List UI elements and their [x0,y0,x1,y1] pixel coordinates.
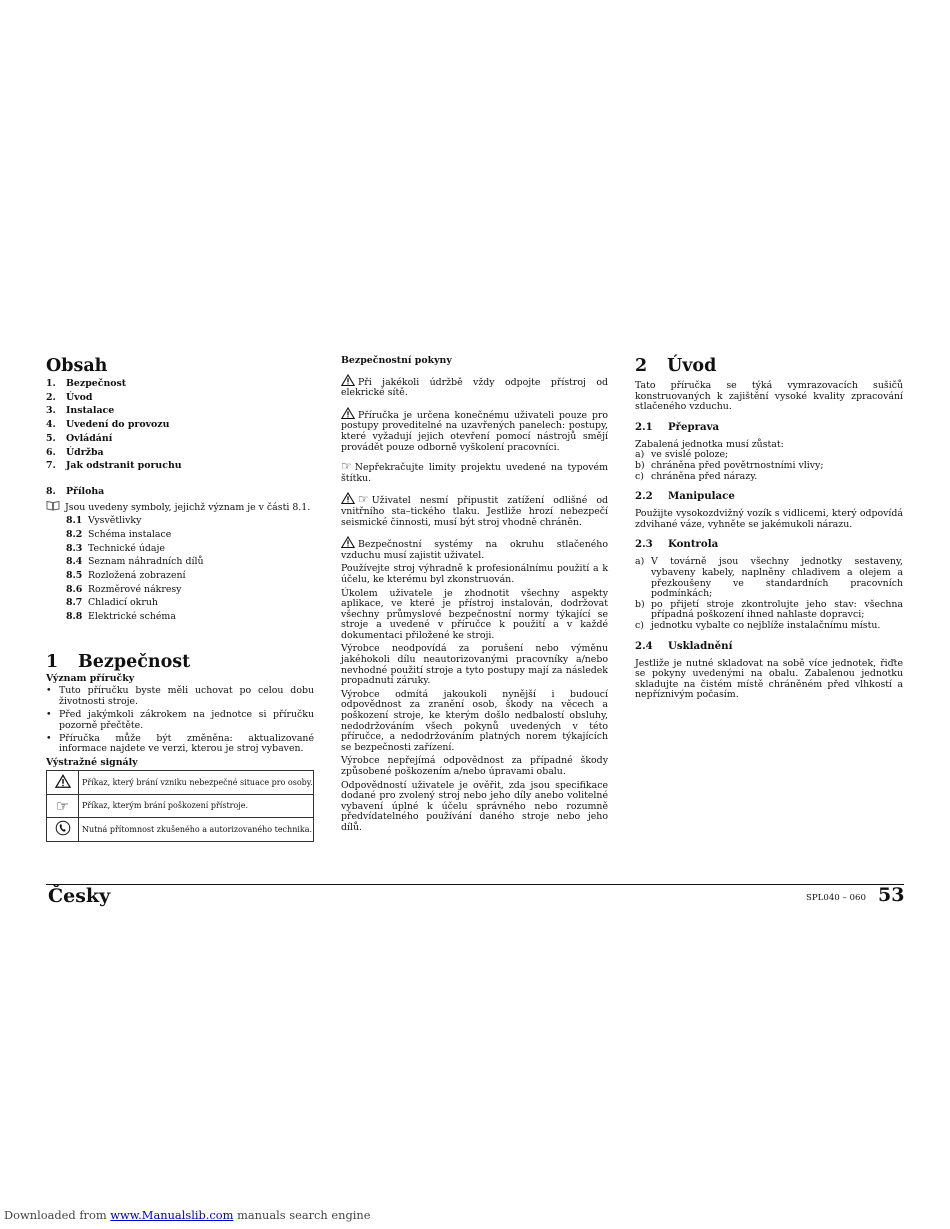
safety-paragraph: Při jakékoli údržbě vždy odpojte přístroj od elekrické sítě. [341,374,608,399]
footer-language: Česky [48,885,111,907]
list-item: a) ve svislé poloze; [635,449,729,461]
toc-sub-item[interactable]: 8.8 Elektrické schéma [66,611,176,623]
toc-item[interactable]: 2. Úvod [46,391,93,403]
pointing-hand-icon: ☞ [341,459,352,474]
toc-title: Obsah [46,356,108,376]
safety-paragraph: Používejte stroj výhradně k profesionálnímu použití a k účelu, ke kterému byl zkonstruován. [341,563,608,585]
safety-paragraph: ☞ Nepřekračujte limity projektu uvedené na typovém štítku. [341,459,608,484]
safety-paragraph: Výrobce neodpovídá za porušení nebo výměnu jakéhokoli dílu neautorizovanými pracovníky a/nebo nevhodné použití stroje a tyto postupy mají za následek propadnutí záruky. [341,643,608,687]
safety-paragraph: Výrobce odmítá jakoukoli nynější i budoucí odpovědnost za zranění osob, škody na věcech a poškození stroje, ke kterým došlo nedbalostí obsluhy, nedodržováním všech pokynů uvedených v této příručce, a nedodržováním platných norem týkajících se bezpečnosti zařízení. [341,688,608,753]
technician-phone-icon [55,820,71,836]
table-row [47,794,314,818]
safety-paragraph: Bezpečnostní systémy na okruhu stlačeného vzduchu musí zajistit uživatel. [341,536,608,561]
warning-triangle-icon [341,374,355,386]
section-2-3-heading: 2.3 Kontrola [635,538,719,551]
column-3 [635,356,903,701]
toc-item[interactable]: 6. Údržba [46,446,104,458]
table-row [47,818,314,842]
table-cell: Příkaz, který brání vzniku nebezpečné situace pro osoby. [79,771,314,795]
column-2 [341,356,608,834]
intro-paragraph: Tato příručka se týká vymrazovacích sušičů konstruovaných k zajištění vysoké kvality zpracování stlačeného vzduchu. [635,380,903,413]
inspection-list [635,557,903,631]
toc-sub-item[interactable]: 8.1 Vysvětlivky [66,515,142,527]
handling-text: Použijte vysokozdvižný vozík s vidlicemi, který odpovídá zdvihané váze, vyhněte se jakémukoli nárazu. [635,508,903,530]
list-item: b) po přijetí stroje zkontrolujte jeho stav: všechna případná poškození ihned nahlaste dopravci; [635,598,903,621]
warning-triangle-icon [341,492,355,504]
toc-sub-list [66,514,314,624]
footer-model-code: SPL040 – 060 [806,893,866,903]
safety-paragraph: Úkolem uživatele je zhodnotit všechny aspekty aplikace, ve které je přístroj instalován, dodržovat všechny průmyslové bezpečnostní normy týkající se stroje a uvedené v příručce k použití a v každé dokumentaci přiložené ke stroji. [341,587,608,641]
toc-sub-item[interactable]: 8.5 Rozložená zobrazení [66,570,186,582]
list-item: b) chráněna před povětrnostními vlivy; [635,459,824,471]
toc-item[interactable]: 1. Bezpečnost [46,378,127,389]
column-1 [46,356,314,842]
page-number: 53 [878,884,905,906]
table-row [47,771,314,795]
section-2-heading: 2 Úvod [635,356,717,376]
safety-paragraph: Výrobce nepřejímá odpovědnost za případné škody způsobené poškozením a/nebo úpravami obalu. [341,755,608,777]
pointing-hand-icon: ☞ [55,796,70,815]
warning-triangle-icon [341,536,355,548]
toc-list [46,377,314,499]
storage-text: Jestliže je nutné skladovat na sobě více jednotek, řiďte se pokyny uvedenými na obalu. Zabalenou jednotku skladujte na čistém místě chráněném před vlhkostí a nepříznivým počasím. [635,657,903,701]
list-item: • Příručka může být změněna: aktualizované informace najdete ve verzi, kterou je stroj vybaven. [46,734,314,755]
download-banner: Downloaded from www.Manualslib.com manuals search engine [4,1208,371,1222]
toc-item[interactable]: 4. Uvedení do provozu [46,419,170,431]
toc-item-appendix[interactable]: 8. Příloha [46,485,105,497]
warning-triangle-icon [55,774,71,788]
manual-bullets [46,686,314,755]
section-2-1-heading: 2.1 Přeprava [635,420,720,433]
toc-sub-item[interactable]: 8.6 Rozměrové nákresy [66,583,182,595]
open-book-icon [46,500,60,511]
transport-text: Zabalená jednotka musí zůstat: [635,438,784,450]
toc-sub-item[interactable]: 8.2 Schéma instalace [66,528,172,540]
toc-item[interactable]: 5. Ovládání [46,432,113,444]
list-item: • Před jakýmkoli zákrokem na jednotce si příručku pozorně přečtěte. [46,710,314,731]
table-cell: Nutná přítomnost zkušeného a autorizovaného technika. [79,818,314,842]
toc-sub-item[interactable]: 8.3 Technické údaje [66,542,165,554]
manualslib-link[interactable]: www.Manualslib.com [110,1208,234,1222]
safety-paragraph: Odpovědností uživatele je ověřit, zda jsou specifikace dodané pro zvolený stroj nebo jeho díly anebo volitelné vybavení úplné k účelu správného nebo rozumně předvídatelného používání daného stroje nebo jeho dílů. [341,779,608,833]
list-item: • Tuto příručku byste měli uchovat po celou dobu životnosti stroje. [46,686,314,707]
toc-item[interactable]: 7. Jak odstranit poruchu [46,460,182,472]
list-item: a) V továrně jsou všechny jednotky sestaveny, vybaveny kabely, naplněny chladivem a olejem a přezkoušeny ve standardních pracovních podmínkách; [635,556,903,600]
section-1-heading: 1 Bezpečnost [46,651,191,672]
appendix-note: Jsou uvedeny symboly, jejichž význam je v části 8.1. [46,500,314,514]
section-2-2-heading: 2.2 Manipulace [635,490,735,503]
section-2-4-heading: 2.4 Uskladnění [635,639,733,652]
manual-meaning-heading: Význam příručky [46,672,135,684]
table-cell: Příkaz, kterým brání poškození přístroje. [79,794,314,818]
safety-instructions-heading: Bezpečnostní pokyny [341,355,452,366]
transport-list [635,450,903,482]
list-item: c) chráněna před nárazy. [635,470,758,482]
toc-item[interactable]: 3. Instalace [46,405,115,417]
warning-signals-heading: Výstražné signály [46,756,138,768]
toc-sub-item[interactable]: 8.7 Chladicí okruh [66,597,158,609]
toc-sub-item[interactable]: 8.4 Seznam náhradních dílů [66,556,204,568]
pointing-hand-icon: ☞ [358,492,369,507]
warning-signals-table [46,770,314,842]
safety-paragraph: Příručka je určena konečnému uživateli pouze pro postupy proveditelné na uzavřených panelech: postupy, které vyžadují jejich otevření pomocí nástrojů smějí provádět pouze odborně vyškolení pracovníci. [341,407,608,453]
list-item: c) jednotku vybalte co nejblíže instalačnímu místu. [635,619,881,631]
safety-paragraph: ☞ Uživatel nesmí připustit zatížení odlišné od vnitřního sta–tického tlaku. Jestliže hrozí nebezpečí seismické činnosti, musí být stroj vhodně chráněn. [341,492,608,528]
footer-divider [46,884,904,885]
warning-triangle-icon [341,407,355,419]
